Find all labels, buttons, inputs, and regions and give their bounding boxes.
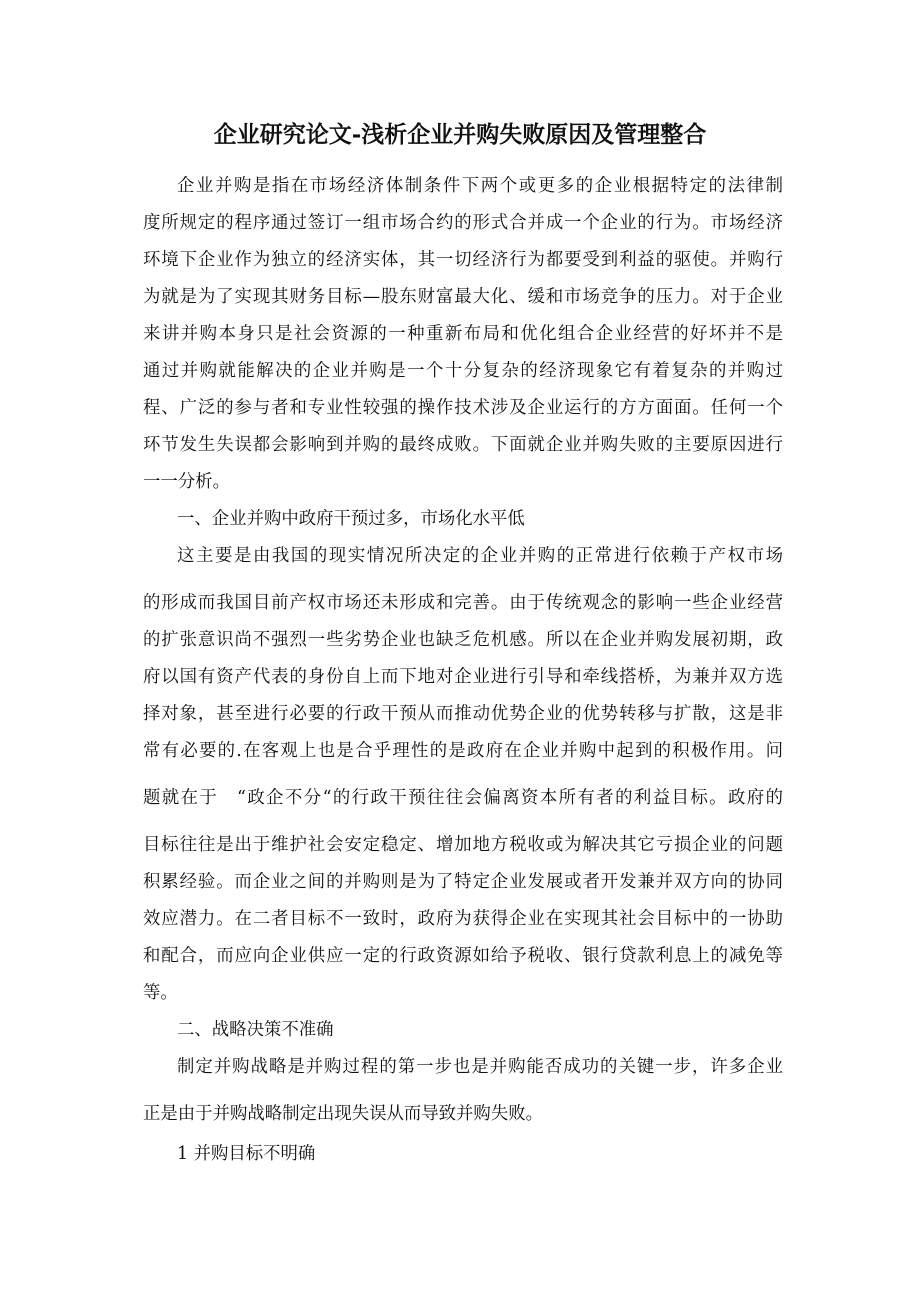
paragraph-line: 积累经验。而企业之间的并购则是为了特定企业发展或者开发兼并双方向的协同 <box>143 872 783 892</box>
paragraph-line: 目标往往是出于维护社会安定稳定、增加地方税收或为解决其它亏损企业的问题 <box>143 835 783 855</box>
paragraph-line: 通过并购就能解决的企业并购是一个十分复杂的经济现象它有着复杂的并购过 <box>143 361 783 381</box>
paragraph-line: 的形成而我国目前产权市场还未形成和完善。由于传统观念的影响一些企业经营 <box>143 593 783 613</box>
section-heading: 二、战略决策不准确 <box>177 1020 334 1040</box>
paragraph-line: 常有必要的.在客观上也是合乎理性的是政府在企业并购中起到的积极作用。问 <box>143 741 783 761</box>
paragraph-line: 制定并购战略是并购过程的第一步也是并购能否成功的关键一步，许多企业 <box>177 1057 783 1077</box>
paragraph-line: 效应潜力。在二者目标不一致时，政府为获得企业在实现其社会目标中的一协助 <box>143 909 783 929</box>
paragraph-line: 正是由于并购战略制定出现失误从而导致并购失败。 <box>143 1104 543 1124</box>
paragraph-line: 一一分析。 <box>143 472 230 492</box>
paragraph-line: 择对象，甚至进行必要的行政干预从而推动优势企业的优势转移与扩散，这是非 <box>143 704 783 724</box>
paragraph-line: 等。 <box>143 983 178 1003</box>
paragraph-line: 题就在于 “政企不分“的行政干预往往会偏离资本所有者的利益目标。政府的 <box>143 788 783 808</box>
paragraph-line: 环节发生失误都会影响到并购的最终成败。下面就企业并购失败的主要原因进行 <box>143 435 783 455</box>
paragraph-line: 和配合，而应向企业供应一定的行政资源如给予税收、银行贷款利息上的减免等 <box>143 946 783 966</box>
paragraph-line: 企业并购是指在市场经济体制条件下两个或更多的企业根据特定的法律制 <box>177 176 783 196</box>
subsection-heading: 1 并购目标不明确 <box>177 1144 316 1164</box>
paragraph-line: 度所规定的程序通过签订一组市场合约的形式合并成一个企业的行为。市场经济 <box>143 213 783 233</box>
paragraph-line: 环境下企业作为独立的经济实体，其一切经济行为都要受到利益的驱使。并购行 <box>143 250 783 270</box>
paragraph-line: 为就是为了实现其财务目标—股东财富最大化、缓和市场竞争的压力。对于企业 <box>143 287 783 307</box>
paragraph-line: 这主要是由我国的现实情况所决定的企业并购的正常进行依赖于产权市场 <box>177 546 783 566</box>
paragraph-line: 来讲并购本身只是社会资源的一种重新布局和优化组合企业经营的好坏并不是 <box>143 324 783 344</box>
paragraph-line: 府以国有资产代表的身份自上而下地对企业进行引导和牵线搭桥，为兼并双方选 <box>143 667 783 687</box>
document-title: 企业研究论文-浅析企业并购失败原因及管理整合 <box>213 121 707 148</box>
paragraph-line: 的扩张意识尚不强烈一些劣势企业也缺乏危机感。所以在企业并购发展初期，政 <box>143 630 783 650</box>
section-heading: 一、企业并购中政府干预过多，市场化水平低 <box>177 509 525 529</box>
paragraph-line: 程、广泛的参与者和专业性较强的操作技术涉及企业运行的方方面面。任何一个 <box>143 398 783 418</box>
